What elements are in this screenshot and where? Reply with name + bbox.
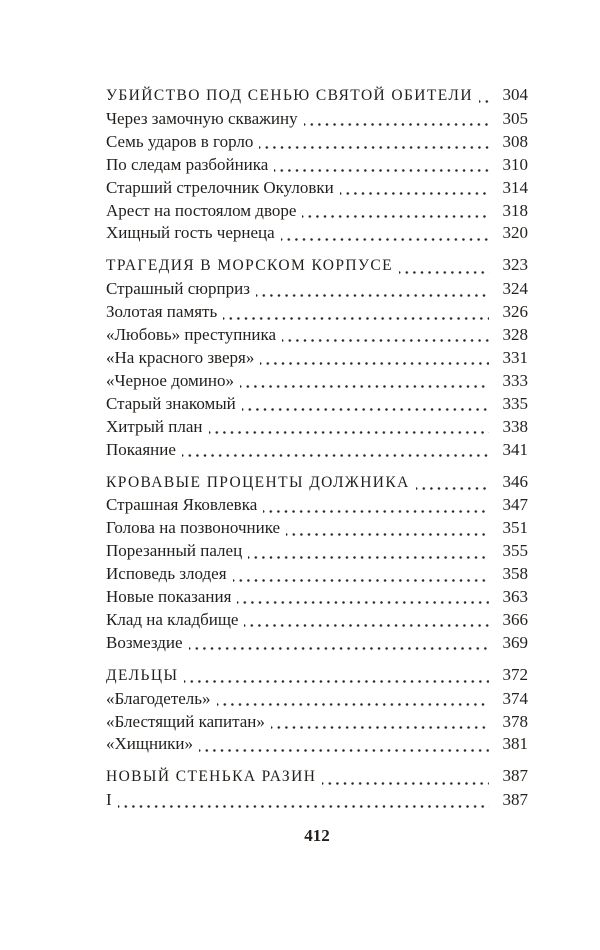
dot-leader (182, 439, 489, 462)
entry-page-number: 308 (502, 131, 528, 151)
toc-entry (106, 393, 528, 416)
entry-title: Возмездие (106, 632, 183, 652)
toc (106, 84, 528, 812)
entry-title: «На красного зверя» (106, 347, 255, 367)
toc-entry (106, 494, 528, 517)
entry-title: Страшная Яковлевка (106, 495, 258, 515)
toc-entry (106, 347, 528, 370)
toc-section-heading (106, 664, 528, 688)
folio-number: 412 (304, 826, 330, 845)
dot-leader (274, 154, 489, 177)
entry-title: Страшный сюрприз (106, 279, 250, 299)
toc-section (106, 254, 528, 461)
toc-entry (106, 586, 528, 609)
entry-title: Порезанный палец (106, 541, 243, 561)
dot-leader (282, 324, 489, 347)
section-title: ТРАГЕДИЯ В МОРСКОМ КОРПУСЕ (106, 257, 393, 275)
dot-leader (416, 471, 489, 495)
toc-entry (106, 177, 528, 200)
toc-section (106, 664, 528, 757)
dot-leader (479, 84, 489, 108)
dot-leader (118, 789, 489, 812)
dot-leader (263, 494, 489, 517)
toc-entry (106, 154, 528, 177)
entry-title: Арест на постоялом дворе (106, 200, 297, 220)
section-title: НОВЫЙ СТЕНЬКА РАЗИН (106, 768, 317, 786)
dot-leader (304, 108, 489, 131)
dot-leader (256, 278, 489, 301)
entry-title: «Любовь» преступника (106, 325, 277, 345)
toc-entry (106, 688, 528, 711)
section-items (106, 494, 528, 654)
entry-title: Через замочную скважину (106, 108, 298, 128)
entry-page-number: 363 (502, 587, 528, 607)
entry-title: По следам разбойника (106, 154, 269, 174)
entry-title: Новые показания (106, 587, 232, 607)
toc-entry (106, 222, 528, 245)
toc-entry (106, 517, 528, 540)
dot-leader (223, 301, 489, 324)
entry-page-number: 369 (502, 632, 528, 652)
entry-page-number: 331 (502, 347, 528, 367)
entry-page-number: 320 (502, 223, 528, 243)
dot-leader (189, 632, 489, 655)
dot-leader (233, 563, 489, 586)
dot-leader (322, 765, 489, 789)
dot-leader (302, 200, 489, 223)
section-items (106, 688, 528, 757)
toc-entry (106, 609, 528, 632)
toc-entry (106, 540, 528, 563)
entry-title: Семь ударов в горло (106, 131, 254, 151)
dot-leader (340, 177, 489, 200)
section-page-number: 372 (502, 664, 528, 684)
entry-page-number: 326 (502, 302, 528, 322)
toc-section (106, 765, 528, 812)
toc-entry (106, 370, 528, 393)
dot-leader (259, 131, 489, 154)
toc-section-heading (106, 471, 528, 495)
section-items (106, 108, 528, 245)
section-page-number: 304 (502, 85, 528, 104)
toc-section-heading (106, 765, 528, 789)
toc-entry (106, 563, 528, 586)
toc-section-heading (106, 84, 528, 108)
dot-leader (244, 609, 489, 632)
page-footer (106, 825, 528, 848)
dot-leader (184, 664, 489, 688)
toc-entry (106, 131, 528, 154)
section-items (106, 789, 528, 812)
entry-title: Старый знакомый (106, 393, 236, 413)
section-title: УБИЙСТВО ПОД СЕНЬЮ СВЯТОЙ ОБИТЕЛИ (106, 87, 473, 104)
dot-leader (271, 711, 489, 734)
toc-entry (106, 278, 528, 301)
entry-page-number: 358 (502, 564, 528, 584)
entry-page-number: 333 (502, 370, 528, 390)
dot-leader (240, 370, 489, 393)
section-page-number: 323 (502, 255, 528, 275)
entry-page-number: 355 (502, 541, 528, 561)
entry-title: Клад на кладбище (106, 609, 239, 629)
entry-page-number: 318 (502, 200, 528, 220)
section-page-number: 387 (502, 766, 528, 786)
entry-title: Голова на позвоночнике (106, 518, 281, 538)
entry-page-number: 314 (502, 177, 528, 197)
dot-leader (286, 517, 489, 540)
entry-page-number: 347 (502, 495, 528, 515)
entry-page-number: 338 (502, 416, 528, 436)
toc-entry (106, 416, 528, 439)
section-title: КРОВАВЫЕ ПРОЦЕНТЫ ДОЛЖНИКА (106, 473, 410, 491)
entry-page-number: 310 (502, 154, 528, 174)
toc-entry (106, 439, 528, 462)
entry-page-number: 305 (502, 108, 528, 128)
entry-title: Старший стрелочник Окуловки (106, 177, 334, 197)
toc-entry (106, 733, 528, 756)
section-title: ДЕЛЬЦЫ (106, 666, 179, 684)
dot-leader (399, 254, 489, 278)
entry-title: Золотая память (106, 302, 218, 322)
dot-leader (281, 222, 489, 245)
dot-leader (217, 688, 489, 711)
entry-title: I (106, 790, 112, 810)
entry-title: «Хищники» (106, 734, 194, 754)
section-items (106, 278, 528, 461)
entry-page-number: 328 (502, 325, 528, 345)
dot-leader (260, 347, 489, 370)
entry-page-number: 387 (502, 790, 528, 810)
toc-entry (106, 789, 528, 812)
entry-title: «Блестящий капитан» (106, 711, 265, 731)
toc-entry (106, 324, 528, 347)
entry-page-number: 341 (502, 439, 528, 459)
entry-page-number: 366 (502, 609, 528, 629)
toc-section-heading (106, 254, 528, 278)
entry-title: Хищный гость чернеца (106, 223, 275, 243)
dot-leader (199, 733, 489, 756)
toc-entry (106, 711, 528, 734)
toc-entry (106, 200, 528, 223)
toc-entry (106, 632, 528, 655)
section-page-number: 346 (502, 471, 528, 491)
entry-title: Хитрый план (106, 416, 203, 436)
toc-entry (106, 108, 528, 131)
dot-leader (209, 416, 489, 439)
dot-leader (248, 540, 489, 563)
toc-entry (106, 301, 528, 324)
entry-page-number: 374 (502, 688, 528, 708)
dot-leader (237, 586, 489, 609)
toc-section (106, 471, 528, 655)
entry-page-number: 324 (502, 279, 528, 299)
entry-title: «Черное домино» (106, 370, 234, 390)
dot-leader (242, 393, 489, 416)
entry-title: Исповедь злодея (106, 564, 227, 584)
entry-title: «Благодетель» (106, 688, 211, 708)
entry-page-number: 335 (502, 393, 528, 413)
entry-page-number: 381 (502, 734, 528, 754)
entry-page-number: 378 (502, 711, 528, 731)
entry-title: Покаяние (106, 439, 176, 459)
entry-page-number: 351 (502, 518, 528, 538)
toc-section (106, 84, 528, 245)
